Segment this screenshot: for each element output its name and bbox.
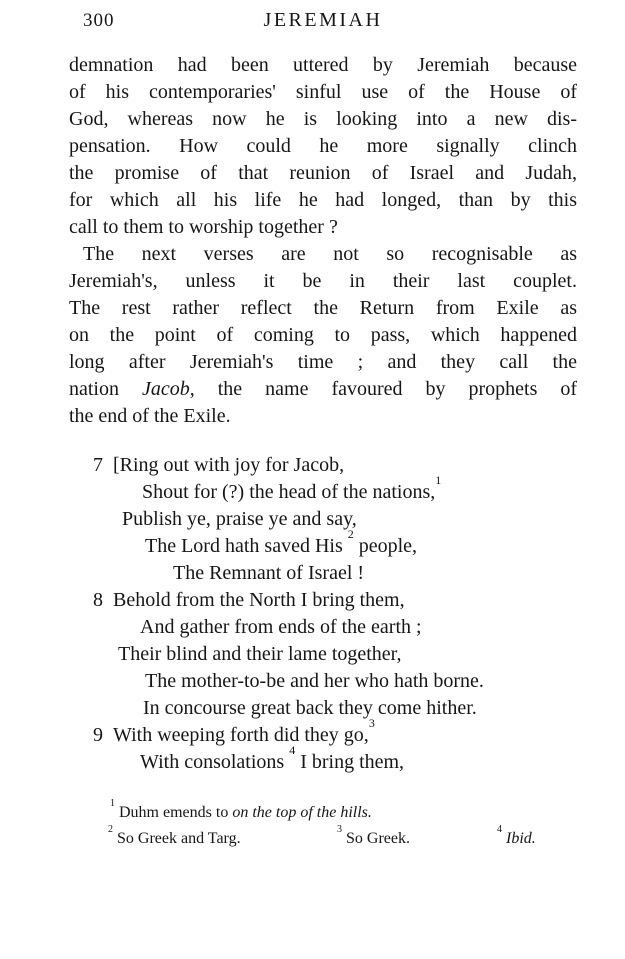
text-line: call to them to worship together ? xyxy=(69,216,338,238)
footnote-row xyxy=(69,823,577,852)
verse-line: Their blind and their lame together, xyxy=(118,643,402,665)
text-segment: With weeping forth did they go, xyxy=(113,724,369,746)
text-line xyxy=(69,376,577,403)
text-line: the promise of that reunion of Israel and Judah, xyxy=(69,162,577,184)
footnote-marker-3: 3 xyxy=(337,823,342,835)
footnote-marker-1: 1 xyxy=(110,797,115,809)
text-segment: people, xyxy=(353,535,418,557)
text-line: on the point of coming to pass, which happened xyxy=(69,324,577,346)
verse-line xyxy=(140,743,577,776)
text-line: demnation had been uttered by Jeremiah because xyxy=(69,54,577,76)
footnotes-block xyxy=(69,797,577,852)
verse-number-7: 7 xyxy=(93,454,103,476)
text-line: The next verses are not so recognisable as xyxy=(83,243,577,265)
footnote-ref-4: 4 xyxy=(289,743,296,758)
verse-line xyxy=(145,527,577,560)
verse-number-9: 9 xyxy=(93,724,103,746)
text-line: God, whereas now he is looking into a new dis- xyxy=(69,108,577,130)
footnote-2 xyxy=(108,823,241,852)
footnote-marker-2: 2 xyxy=(108,823,113,835)
verse-line xyxy=(142,473,577,506)
text-segment: So Greek. xyxy=(342,830,410,847)
text-column xyxy=(69,0,577,852)
text-segment: So Greek and Targ. xyxy=(113,830,241,847)
running-title: JEREMIAH xyxy=(263,9,383,31)
verse-line: And gather from ends of the earth ; xyxy=(140,616,422,638)
verse-line xyxy=(113,716,577,749)
text-line: Jeremiah's, unless it be in their last couplet. xyxy=(69,270,577,292)
footnote-1 xyxy=(110,797,577,826)
footnote-ref-3: 3 xyxy=(368,716,375,731)
text-segment: Duhm emends to xyxy=(115,804,233,821)
italic-phrase: on the top of the hills. xyxy=(232,804,372,821)
text-segment: I bring them, xyxy=(295,751,405,773)
page-header xyxy=(69,9,577,39)
text-line: the end of the Exile. xyxy=(69,405,231,427)
text-line: pensation. How could he more signally clinch xyxy=(69,135,577,157)
verse-line: Behold from the North I bring them, xyxy=(113,589,405,611)
text-segment: The Lord hath saved His xyxy=(145,535,348,557)
text-line: The rest rather reflect the Return from Exile as xyxy=(69,297,577,319)
footnote-ref-1: 1 xyxy=(435,473,442,488)
footnote-4 xyxy=(497,823,536,852)
text-segment: With consolations xyxy=(140,751,290,773)
verse-block xyxy=(69,452,577,776)
page-number: 300 xyxy=(83,10,115,31)
verse-line: [Ring out with joy for Jacob, xyxy=(113,454,345,476)
italic-ibid: Ibid. xyxy=(502,830,536,847)
verse-line: The Remnant of Israel ! xyxy=(173,562,365,584)
verse-line: In concourse great back they come hither. xyxy=(143,697,477,719)
paragraph-1 xyxy=(69,52,577,241)
text-segment: nation xyxy=(69,378,142,400)
verse-line: The mother-to-be and her who hath borne. xyxy=(145,670,484,692)
footnote-ref-2: 2 xyxy=(347,527,354,542)
paragraph-2 xyxy=(69,241,577,430)
verse-number-8: 8 xyxy=(93,589,103,611)
text-segment: , the name favoured by prophets of xyxy=(189,378,577,400)
text-line: of his contemporaries' sinful use of the House of xyxy=(69,81,577,103)
footnote-3 xyxy=(337,823,410,852)
text-segment: Shout for (?) the head of the nations, xyxy=(142,481,436,503)
footnote-marker-4: 4 xyxy=(497,823,502,835)
text-line: for which all his life he had longed, than by this xyxy=(69,189,577,211)
verse-line: Publish ye, praise ye and say, xyxy=(122,508,357,530)
italic-word-jacob: Jacob xyxy=(141,378,190,400)
text-line: long after Jeremiah's time ; and they call the xyxy=(69,351,577,373)
